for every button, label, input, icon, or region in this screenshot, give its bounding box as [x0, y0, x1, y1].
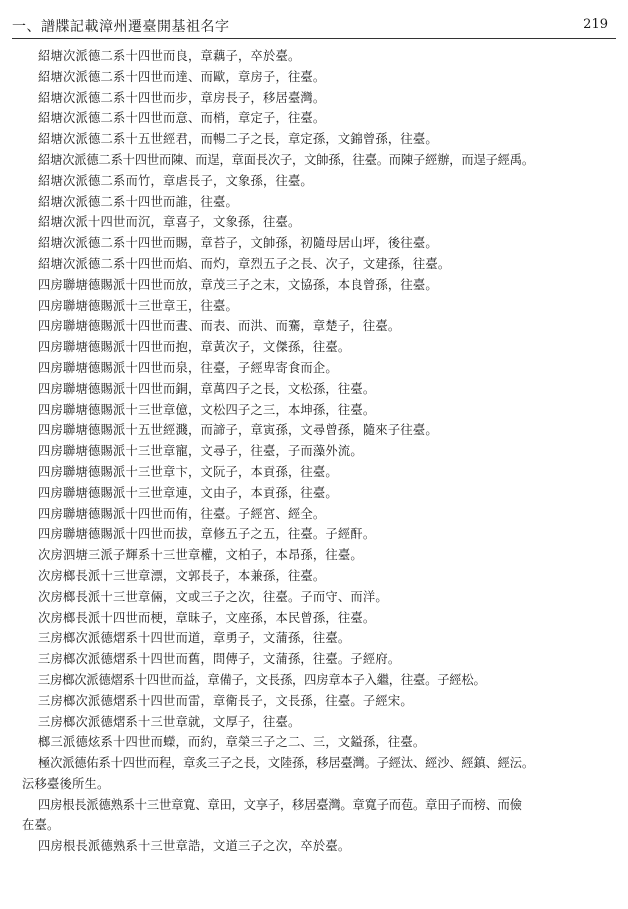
- text-line: 在臺。: [22, 818, 60, 833]
- text-line: 四房聯塘德賜派十三世章卞，文阮子，本貢孫，往臺。: [38, 464, 338, 479]
- text-line: 紹塘次派德二系十四世而達、而歐，章房子，往臺。: [38, 69, 326, 84]
- text-line: 三房榔次派德熠系十四世而舊，問傳子，文蒲孫，往臺。子經府。: [38, 652, 401, 667]
- text-line: 紹塘次派德二系十四世而步，章房長子，移居臺灣。: [38, 90, 326, 105]
- text-line: 四房根長派德熟系十三世章誥，文道三子之次，卒於臺。: [38, 839, 351, 854]
- text-line: 四房聯塘德賜派十三世章王，往臺。: [38, 298, 238, 313]
- running-title: 一、譜牒記載漳州遷臺開基祖名字: [12, 19, 230, 35]
- text-body: [22, 46, 598, 857]
- text-line: 紹塘次派德二系十四世而焰、而灼，章烈五子之長、次子，文建孫，往臺。: [38, 256, 451, 271]
- text-line: 四房聯塘德賜派十四世而銅，章萬四子之長，文松孫，往臺。: [38, 381, 376, 396]
- text-line: 次房榔長派十三世章漂，文郭長子，本兼孫，往臺。: [38, 568, 326, 583]
- text-line: 三房榔次派德熠系十三世章就，文厚子，往臺。: [38, 714, 301, 729]
- text-line: 紹塘次派德二系十五世經君，而暢二子之長，章定孫，文錦曾孫，往臺。: [38, 132, 438, 147]
- text-line: 四房根長派德熟系十三世章寬、章田，文享子，移居臺灣。章寬子而苞。章田子而榜、而儉: [38, 797, 522, 812]
- text-line: 紹塘次派德二系十四世而意、而梢，章定子，往臺。: [38, 111, 326, 126]
- text-line: 紹塘次派德二系而竹，章虐長子，文象孫，往臺。: [38, 173, 313, 188]
- page-header: [12, 14, 616, 40]
- text-line: 紹塘次派十四世而沉，章喜子，文象孫，往臺。: [38, 215, 301, 230]
- text-line: 三房榔次派德熠系十四世而道，章勇子，文蒲孫，往臺。: [38, 631, 351, 646]
- text-line: 三房榔次派德熠系十四世而益，章備子，文長孫，四房章本子入繼，往臺。子經松。: [38, 672, 486, 687]
- text-line: 四房聯塘德賜派十三世章連，文由子，本貢孫，往臺。: [38, 485, 338, 500]
- text-line: 四房聯塘德賜派十四世而抱，章黃次子，文傑孫，往臺。: [38, 340, 351, 355]
- text-line: 四房聯塘德賜派十四世而拔，章修五子之五，往臺。子經酐。: [38, 527, 376, 542]
- text-line: 紹塘次派德二系十四世而陳、而逞，章面長次子，文帥孫，往臺。而陳子經辦，而逞子經禹。: [38, 152, 534, 167]
- text-line: 紹塘次派德二系十四世而賜，章苔子，文帥孫，初隨母居山坪，後往臺。: [38, 236, 438, 251]
- text-line: 四房聯塘德賜派十三世章寵，文尋子，往臺，子而藻外流。: [38, 444, 363, 459]
- text-line: 四房聯塘德賜派十四世而放，章茂三子之末，文協孫，本良曾孫，往臺。: [38, 277, 438, 292]
- text-line: 四房聯塘德賜派十四世而晝、而表、而洪、而騫，章楚子，往臺。: [38, 319, 401, 334]
- text-line: 榔三派德炫系十四世而蠑，而約，章榮三子之二、三，文鎰孫，往臺。: [38, 735, 426, 750]
- text-line: 三房榔次派德熠系十四世而雷，章衛長子，文長孫，往臺。子經宋。: [38, 693, 413, 708]
- text-line: 極次派德佑系十四世而程，章炙三子之長，文陸孫，移居臺灣。子經汰、經沙、經鎮、經沄。: [38, 756, 534, 771]
- text-line: 沄移臺後所生。: [22, 776, 110, 791]
- text-line: 次房泗塘三派子輝系十三世章權，文柏子，本昂孫，往臺。: [38, 548, 363, 563]
- text-line: 四房聯塘德賜派十三世章億，文松四子之三，本坤孫，往臺。: [38, 402, 376, 417]
- text-line: 次房榔長派十四世而梗，章昧子，文座孫，本民曾孫，往臺。: [38, 610, 376, 625]
- text-line: 四房聯塘德賜派十四世而侑，往臺。子經宮、經全。: [38, 506, 326, 521]
- text-line: 紹塘次派德二系十四世而良，章藕子，卒於臺。: [38, 49, 301, 63]
- page-number: 219: [583, 17, 608, 32]
- text-line: 四房聯塘德賜派十四世而泉，往臺，子經卑寄食而企。: [38, 360, 338, 375]
- text-line: 次房榔長派十三世章倆，文或三子之次，往臺。子而守、而洋。: [38, 589, 388, 604]
- text-line: 四房聯塘德賜派十五世經濺，而諦子，章寅孫，文尋曾孫，隨來子往臺。: [38, 423, 438, 438]
- text-line: 紹塘次派德二系十四世而誰，往臺。: [38, 194, 238, 209]
- header-rule: [12, 38, 616, 39]
